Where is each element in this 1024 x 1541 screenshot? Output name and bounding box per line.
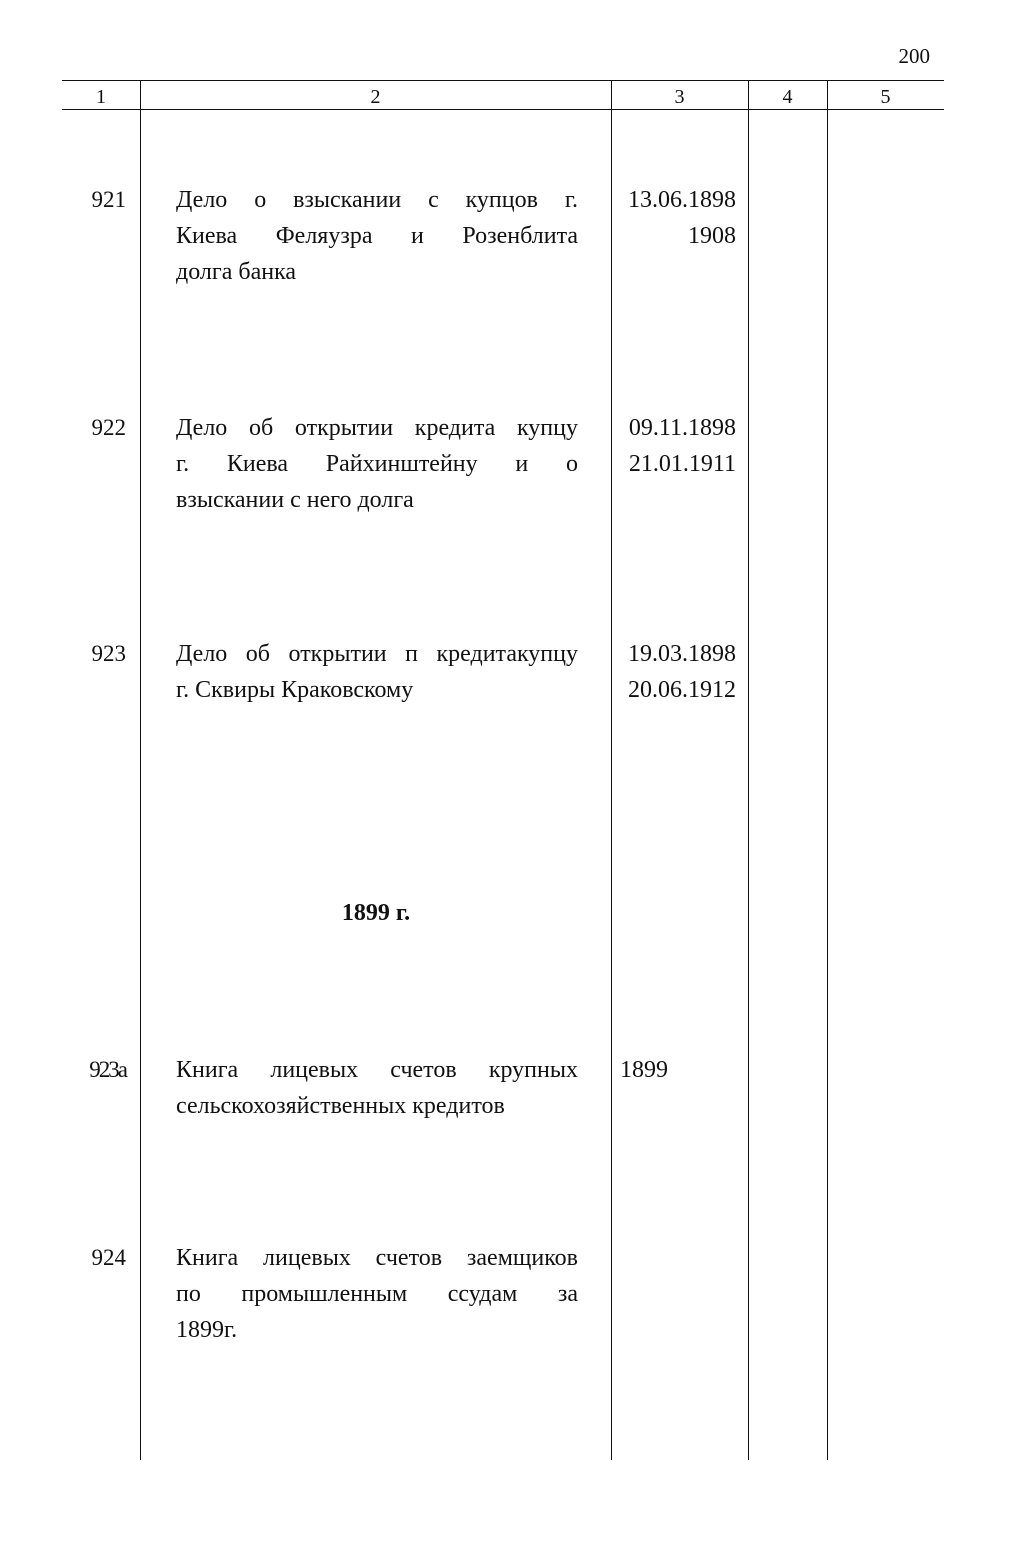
entry-dates (614, 636, 736, 708)
date-start: 13.06.1898 (628, 187, 736, 213)
column-divider-1-2 (140, 80, 141, 1460)
description-line: по промышленным ссудам за (176, 1281, 578, 1307)
description-line: 1899г. (176, 1317, 238, 1343)
entry-number: 922 (91, 415, 126, 440)
column-header-4: 4 (782, 86, 793, 108)
entry-description (176, 1052, 578, 1124)
table-header-bottom-border (62, 109, 944, 110)
column-divider-4-5 (827, 80, 828, 1460)
column-header-3: 3 (674, 86, 685, 108)
date-end: 1908 (688, 223, 736, 249)
description-line: сельскохозяйственных кредитов (176, 1093, 505, 1119)
entry-description (176, 410, 578, 518)
entry-dates (614, 182, 736, 254)
year-heading: 1899 г. (341, 900, 411, 926)
description-line: Дело об открытии кредита купцу (176, 415, 578, 441)
date-start: 09.11.1898 (628, 415, 736, 441)
date-end: 21.01.1911 (628, 451, 736, 477)
entry-number: 924 (91, 1245, 126, 1270)
entry-description (176, 1240, 578, 1348)
page-number: 200 (898, 44, 930, 68)
description-line: Киева Феляузра и Розенблита (176, 223, 578, 249)
description-line: г. Киева Райхинштейну и о (176, 451, 578, 477)
entry-number: 921 (91, 187, 126, 212)
entry-number: 923а (89, 1057, 126, 1082)
description-line: Дело об открытии п кредитакупцу (176, 641, 578, 667)
column-divider-2-3 (611, 80, 612, 1460)
description-line: взыскании с него долга (176, 487, 414, 513)
description-line: Книга лицевых счетов заемщиков (176, 1245, 578, 1271)
column-header-5: 5 (880, 86, 891, 108)
date-start: 19.03.1898 (628, 641, 736, 667)
table-top-border (62, 80, 944, 81)
column-divider-3-4 (748, 80, 749, 1460)
entry-dates (614, 410, 736, 482)
description-line: Дело о взыскании с купцов г. (176, 187, 578, 213)
entry-number: 923 (91, 641, 126, 666)
column-header-2: 2 (370, 86, 381, 108)
date-start: 1899 (620, 1057, 668, 1083)
column-header-1: 1 (96, 86, 106, 108)
description-line: г. Сквиры Краковскому (176, 677, 414, 703)
entry-dates (614, 1052, 736, 1088)
entry-description (176, 636, 578, 708)
description-line: Книга лицевых счетов крупных (176, 1057, 578, 1083)
description-line: долга банка (176, 259, 297, 285)
entry-description (176, 182, 578, 290)
date-end: 20.06.1912 (628, 677, 736, 703)
